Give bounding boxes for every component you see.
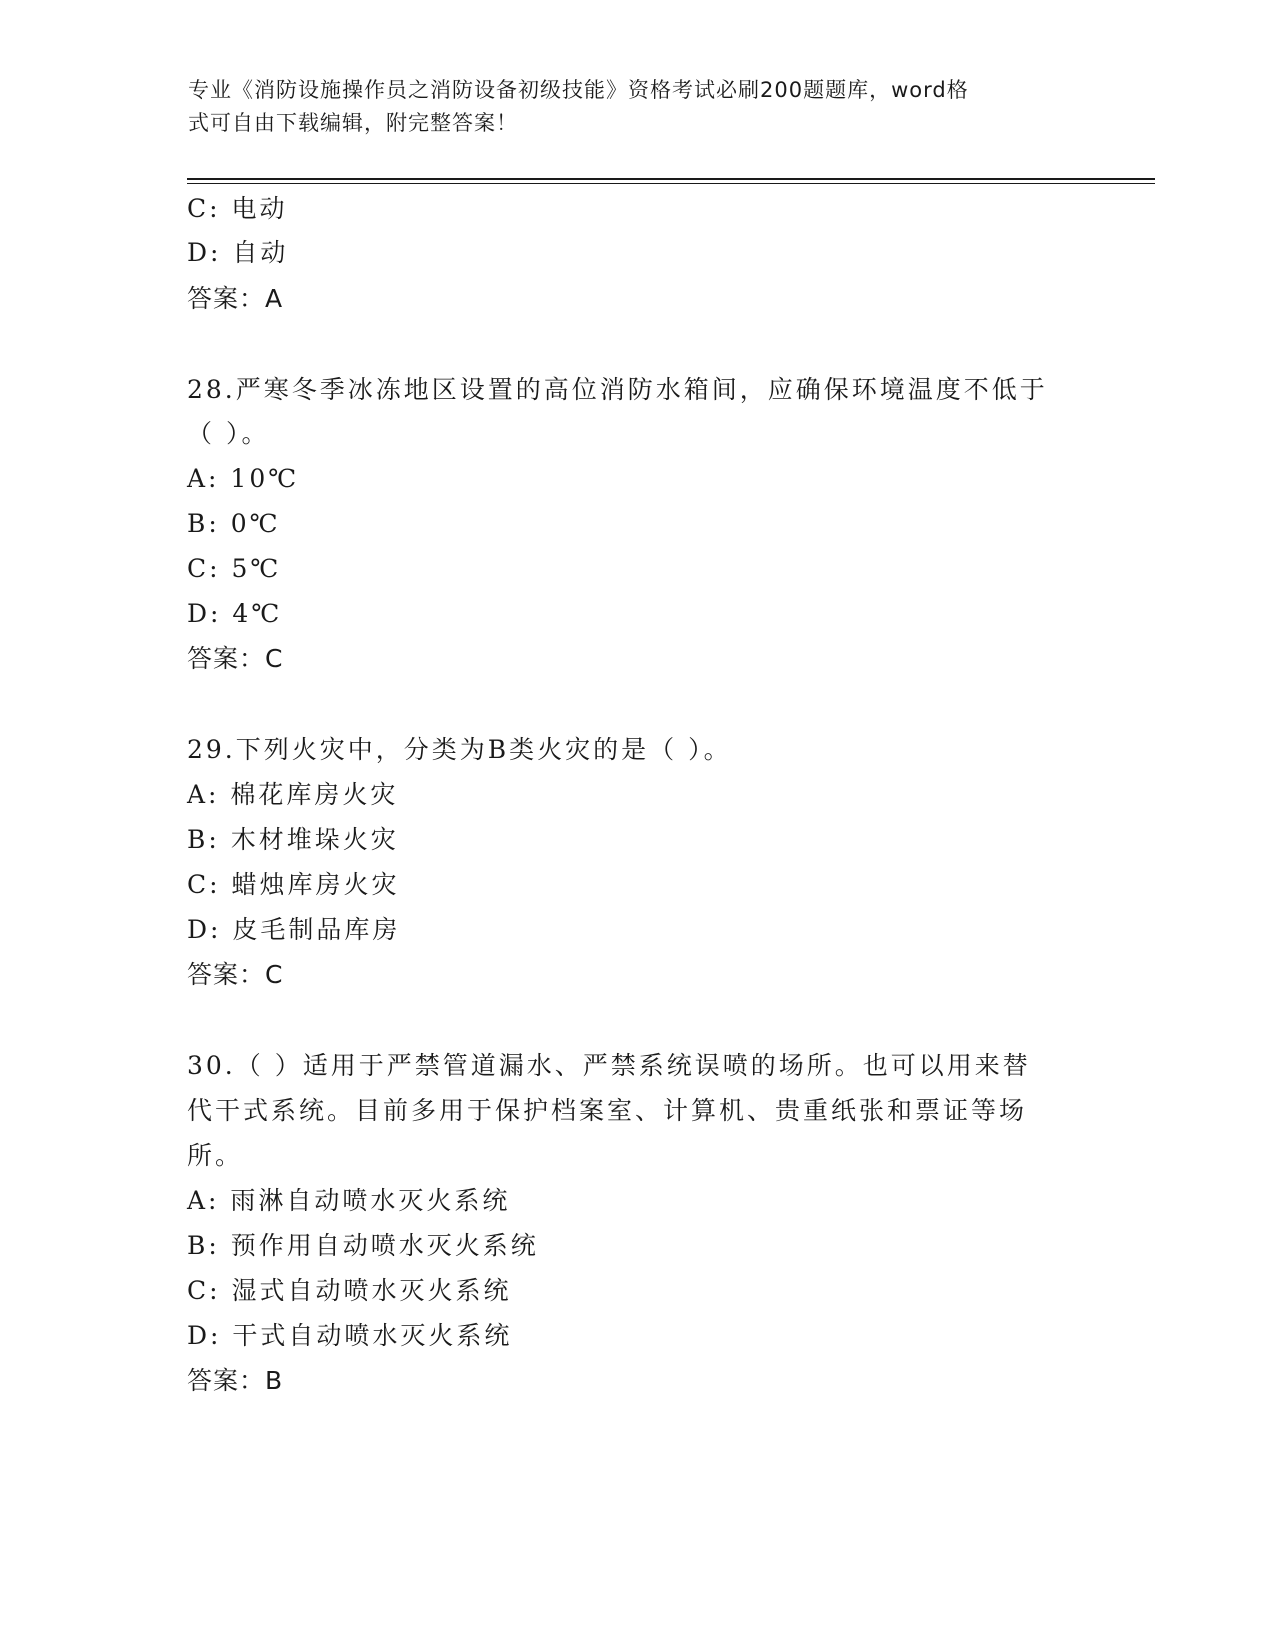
q29-option-a: A: 棉花库房火灾 (187, 780, 399, 809)
q29-option-d: D: 皮毛制品库房 (187, 915, 401, 944)
q30-answer: 答案：B (187, 1366, 284, 1395)
q30-option-c: C: 湿式自动喷水灭火系统 (187, 1276, 512, 1305)
prev-option-c: C: 电动 (187, 194, 288, 223)
q29-answer: 答案：C (187, 960, 284, 989)
header-rule-thick (187, 178, 1155, 180)
q28-option-d: D: 4℃ (187, 599, 283, 628)
q28-option-a: A: 10℃ (187, 464, 300, 493)
q29-option-c: C: 蜡烛库房火灾 (187, 870, 400, 899)
prev-answer: 答案：A (187, 284, 284, 313)
q30-option-d: D: 干式自动喷水灭火系统 (187, 1321, 513, 1350)
q28-stem-line-2: （ ）。 (187, 419, 270, 448)
q30-option-a: A: 雨淋自动喷水灭火系统 (187, 1186, 511, 1215)
q30-stem-line-2: 代干式系统。目前多用于保护档案室、计算机、贵重纸张和票证等场 (187, 1096, 1028, 1125)
q29-stem-line-1: 29.下列火灾中，分类为B类火灾的是（ ）。 (187, 735, 732, 764)
q28-option-c: C: 5℃ (187, 554, 282, 583)
header-rule-thin (187, 183, 1155, 184)
q30-option-b: B: 预作用自动喷水灭火系统 (187, 1231, 539, 1260)
q30-stem-line-3: 所。 (187, 1141, 244, 1170)
header-title-line-2: 式可自由下载编辑，附完整答案！ (188, 111, 518, 135)
prev-option-d: D: 自动 (187, 238, 289, 267)
header-title-line-1: 专业《消防设施操作员之消防设备初级技能》资格考试必刷200题题库，word格 (188, 78, 969, 102)
q28-answer: 答案：C (187, 644, 284, 673)
q30-stem-line-1: 30.（ ）适用于严禁管道漏水、严禁系统误喷的场所。也可以用来替 (187, 1051, 1031, 1080)
q29-option-b: B: 木材堆垛火灾 (187, 825, 399, 854)
q28-stem-line-1: 28.严寒冬季冰冻地区设置的高位消防水箱间，应确保环境温度不低于 (187, 375, 1048, 404)
document-header (188, 74, 1068, 140)
q28-option-b: B: 0℃ (187, 509, 281, 538)
